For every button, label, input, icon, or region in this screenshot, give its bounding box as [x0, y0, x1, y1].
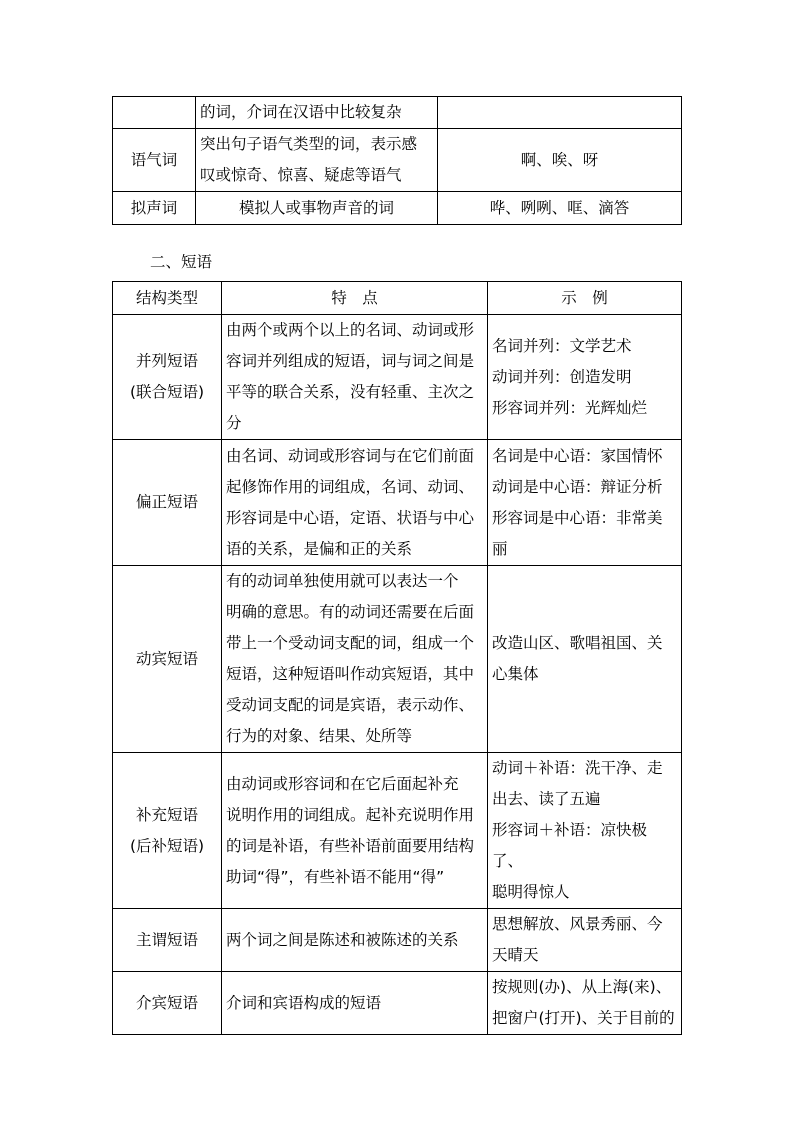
word-desc-cell: 的词，介词在汉语中比较复杂	[196, 97, 438, 129]
phrase-desc-cell: 由名词、动词或形容词与在它们前面 起修饰作用的词组成，名词、动词、 形容词是中心语，定语、状语与中心 语的关系，是偏和正的关系	[222, 440, 488, 566]
phrase-example-cell: 名词是中心语：家国情怀 动词是中心语：辩证分析 形容词是中心语：非常美 丽	[488, 440, 682, 566]
table-row	[113, 192, 682, 225]
phrase-desc-cell: 介词和宾语构成的短语	[222, 972, 488, 1035]
table-header-row	[113, 282, 682, 315]
phrase-desc-cell: 两个词之间是陈述和被陈述的关系	[222, 909, 488, 972]
phrase-example-cell: 思想解放、风景秀丽、今 天晴天	[488, 909, 682, 972]
word-desc-cell: 突出句子语气类型的词，表示感 叹或惊奇、惊喜、疑虑等语气	[196, 129, 438, 192]
table-row	[113, 566, 682, 753]
table-row	[113, 753, 682, 909]
table-row	[113, 440, 682, 566]
column-header: 结构类型	[113, 282, 222, 315]
phrase-type-cell: 介宾短语	[113, 972, 222, 1035]
table-row	[113, 909, 682, 972]
word-type-cell: 语气词	[113, 129, 196, 192]
phrase-example-cell: 改造山区、歌唱祖国、关 心集体	[488, 566, 682, 753]
phrase-type-cell: 补充短语 (后补短语)	[113, 753, 222, 909]
word-type-cell: 拟声词	[113, 192, 196, 225]
column-header: 示 例	[488, 282, 682, 315]
phrase-example-cell: 名词并列：文学艺术 动词并列：创造发明 形容词并列：光辉灿烂	[488, 315, 682, 440]
table-row	[113, 97, 682, 129]
phrase-type-cell: 动宾短语	[113, 566, 222, 753]
word-example-cell: 哗、咧咧、哐、滴答	[438, 192, 682, 225]
phrase-type-cell: 偏正短语	[113, 440, 222, 566]
phrase-example-cell: 按规则(办)、从上海(来)、 把窗户(打开)、关于目前的	[488, 972, 682, 1035]
phrase-desc-cell: 有的动词单独使用就可以表达一个 明确的意思。有的动词还需要在后面 带上一个受动词支配的词，组成一个 短语，这种短语叫作动宾短语，其中 受动词支配的词是宾语，表示动作、 行为的对象、结果、处所等	[222, 566, 488, 753]
phrase-example-cell: 动词＋补语：洗干净、走 出去、读了五遍 形容词＋补语：凉快极了、 聪明得惊人	[488, 753, 682, 909]
column-header: 特 点	[222, 282, 488, 315]
table-row	[113, 129, 682, 192]
section-heading: 二、短语	[150, 253, 213, 271]
phrase-type-cell: 主谓短语	[113, 909, 222, 972]
word-class-table	[112, 96, 682, 225]
phrase-desc-cell: 由两个或两个以上的名词、动词或形 容词并列组成的短语，词与词之间是 平等的联合关系，没有轻重、主次之 分	[222, 315, 488, 440]
word-example-cell	[438, 97, 682, 129]
word-example-cell: 啊、唉、呀	[438, 129, 682, 192]
table-row	[113, 315, 682, 440]
word-type-cell	[113, 97, 196, 129]
word-desc-cell: 模拟人或事物声音的词	[196, 192, 438, 225]
phrase-type-cell: 并列短语 (联合短语)	[113, 315, 222, 440]
phrase-desc-cell: 由动词或形容词和在它后面起补充 说明作用的词组成。起补充说明作用 的词是补语，有些补语前面要用结构 助词“得”，有些补语不能用“得”	[222, 753, 488, 909]
table-row	[113, 972, 682, 1035]
phrase-structure-table	[112, 281, 682, 1035]
